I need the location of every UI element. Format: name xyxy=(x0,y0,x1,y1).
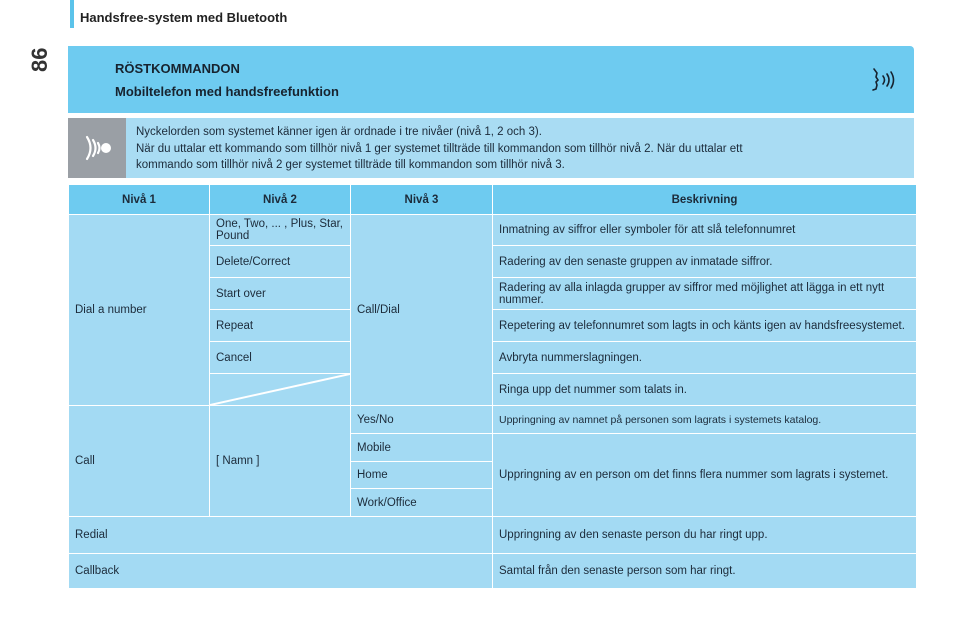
description-cell: Radering av alla inlagda grupper av siffror med möjlighet att lägga in ett nytt nummer. xyxy=(493,278,917,310)
banner-subtitle: Mobiltelefon med handsfreefunktion xyxy=(115,84,339,99)
intro-line: kommando som tillhör nivå 2 ger systemet tillträde till kommandon som tillhör nivå 3. xyxy=(136,159,565,171)
intro-line: Nyckelorden som systemet känner igen är ordnade i tre nivåer (nivå 1, 2 och 3). xyxy=(136,126,542,138)
level2-cell: Start over xyxy=(210,278,351,310)
home-cell: Home xyxy=(351,462,493,489)
running-head: Handsfree-system med Bluetooth xyxy=(80,10,288,25)
voice-command-table xyxy=(68,184,916,589)
header-description: Beskrivning xyxy=(493,185,917,215)
intro-line: När du uttalar ett kommando som tillhör nivå 1 ger systemet tillträde till kommandon som tillhör nivå 2. När du uttalar ett xyxy=(136,142,743,155)
call-cell: Call xyxy=(69,406,210,517)
dial-a-number-cell: Dial a number xyxy=(69,215,210,406)
section-marker xyxy=(70,0,74,28)
page-number: 86 xyxy=(27,47,52,73)
description-cell: Inmatning av siffror eller symboler för att slå telefonnumret xyxy=(493,215,917,246)
description-cell: Uppringning av den senaste person du har ringt upp. xyxy=(493,517,917,554)
intro-icon-box xyxy=(68,118,126,178)
description-cell: Repetering av telefonnumret som lagts in och känts igen av handsfreesystemet. xyxy=(493,310,917,342)
diagonal-line xyxy=(210,374,350,405)
speaker-waves-icon xyxy=(80,133,114,163)
work-office-cell: Work/Office xyxy=(351,489,493,517)
description-cell: Uppringning av namnet på personen som lagrats i systemets katalog. xyxy=(493,406,917,434)
description-cell: Avbryta nummerslagningen. xyxy=(493,342,917,374)
description-cell: Radering av den senaste gruppen av inmatade siffror. xyxy=(493,246,917,278)
redial-cell: Redial xyxy=(69,517,493,554)
intro-text xyxy=(126,118,914,178)
callback-cell: Callback xyxy=(69,554,493,589)
level2-cell: One, Two, ... , Plus, Star, Pound xyxy=(210,215,351,246)
yes-no-cell: Yes/No xyxy=(351,406,493,434)
mobile-cell: Mobile xyxy=(351,434,493,462)
header-level-1: Nivå 1 xyxy=(69,185,210,215)
level2-cell: Repeat xyxy=(210,310,351,342)
header-level-3: Nivå 3 xyxy=(351,185,493,215)
voice-command-icon xyxy=(868,66,904,94)
level2-cell: Cancel xyxy=(210,342,351,374)
description-cell: Samtal från den senaste person som har ringt. xyxy=(493,554,917,589)
description-cell: Ringa upp det nummer som talats in. xyxy=(493,374,917,406)
empty-level2-cell xyxy=(210,374,351,406)
level2-cell: Delete/Correct xyxy=(210,246,351,278)
header-level-2: Nivå 2 xyxy=(210,185,351,215)
description-cell: Uppringning av en person om det finns flera nummer som lagrats i systemet. xyxy=(493,434,917,517)
banner-title: RÖSTKOMMANDON xyxy=(115,61,240,76)
call-dial-cell: Call/Dial xyxy=(351,215,493,406)
namn-cell: [ Namn ] xyxy=(210,406,351,517)
section-banner xyxy=(68,46,914,113)
